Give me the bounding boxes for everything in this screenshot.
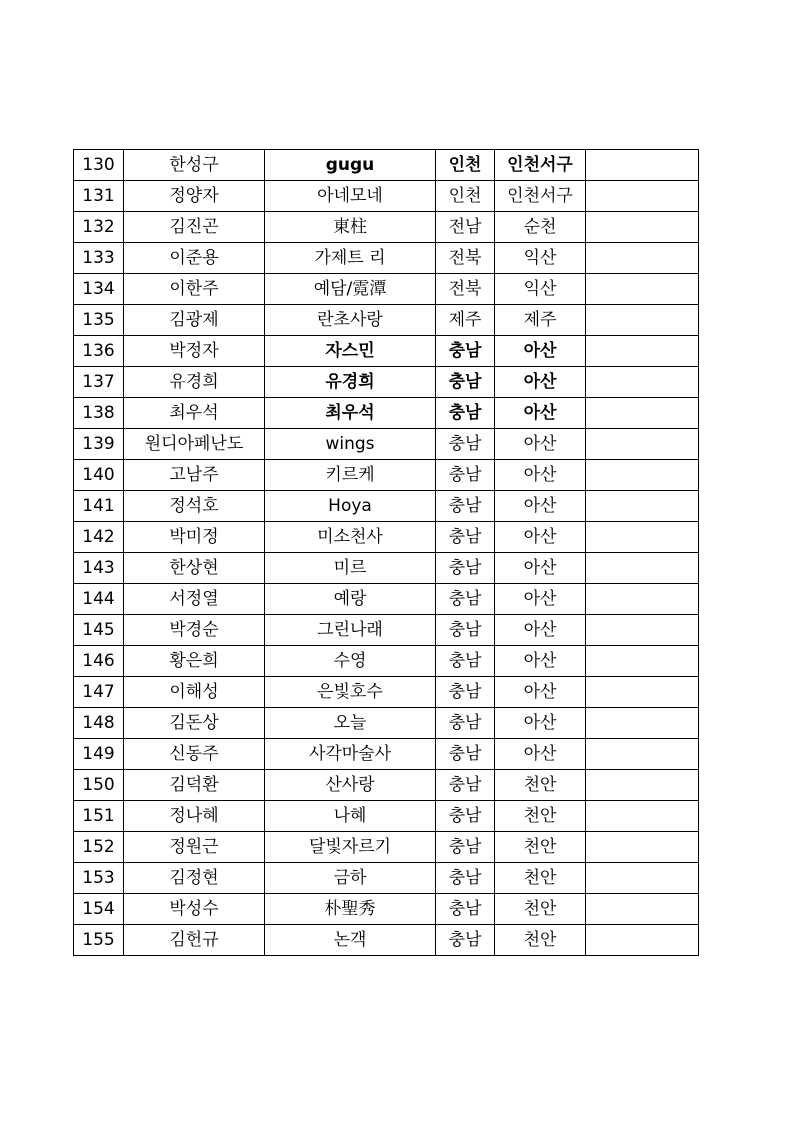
note-cell	[586, 832, 699, 863]
table-row	[74, 553, 699, 584]
row-number-cell: 151	[74, 801, 124, 832]
city-cell: 아산	[495, 429, 586, 460]
note-cell	[586, 181, 699, 212]
region-cell: 충남	[436, 894, 495, 925]
note-cell	[586, 615, 699, 646]
row-number-cell: 155	[74, 925, 124, 956]
name-cell: 정나혜	[124, 801, 265, 832]
city-cell: 인천서구	[495, 150, 586, 181]
nickname-cell: 란초사랑	[265, 305, 436, 336]
row-number-cell: 139	[74, 429, 124, 460]
city-cell: 아산	[495, 522, 586, 553]
table-row	[74, 460, 699, 491]
nickname-cell: 예랑	[265, 584, 436, 615]
region-cell: 충남	[436, 739, 495, 770]
city-cell: 천안	[495, 832, 586, 863]
region-cell: 충남	[436, 398, 495, 429]
name-cell: 정양자	[124, 181, 265, 212]
note-cell	[586, 460, 699, 491]
row-number-cell: 142	[74, 522, 124, 553]
nickname-cell: 은빛호수	[265, 677, 436, 708]
region-cell: 충남	[436, 646, 495, 677]
note-cell	[586, 770, 699, 801]
nickname-cell: wings	[265, 429, 436, 460]
table-row	[74, 305, 699, 336]
city-cell: 아산	[495, 553, 586, 584]
name-cell: 박미정	[124, 522, 265, 553]
table-row	[74, 708, 699, 739]
table-row	[74, 150, 699, 181]
city-cell: 천안	[495, 925, 586, 956]
note-cell	[586, 305, 699, 336]
region-cell: 인천	[436, 181, 495, 212]
nickname-cell: 나혜	[265, 801, 436, 832]
city-cell: 익산	[495, 243, 586, 274]
table-row	[74, 181, 699, 212]
name-cell: 김정현	[124, 863, 265, 894]
nickname-cell: 사각마술사	[265, 739, 436, 770]
name-cell: 이준용	[124, 243, 265, 274]
note-cell	[586, 646, 699, 677]
table-row	[74, 770, 699, 801]
row-number-cell: 140	[74, 460, 124, 491]
nickname-cell: 논객	[265, 925, 436, 956]
city-cell: 아산	[495, 367, 586, 398]
nickname-cell: 예담/霓潭	[265, 274, 436, 305]
city-cell: 천안	[495, 801, 586, 832]
name-cell: 김진곤	[124, 212, 265, 243]
region-cell: 충남	[436, 770, 495, 801]
note-cell	[586, 894, 699, 925]
row-number-cell: 154	[74, 894, 124, 925]
row-number-cell: 143	[74, 553, 124, 584]
nickname-cell: 오늘	[265, 708, 436, 739]
name-cell: 최우석	[124, 398, 265, 429]
name-cell: 김헌규	[124, 925, 265, 956]
table-row	[74, 429, 699, 460]
table-row	[74, 584, 699, 615]
region-cell: 충남	[436, 460, 495, 491]
region-cell: 제주	[436, 305, 495, 336]
row-number-cell: 153	[74, 863, 124, 894]
name-cell: 박성수	[124, 894, 265, 925]
name-cell: 정원근	[124, 832, 265, 863]
table-row	[74, 398, 699, 429]
nickname-cell: 가제트 리	[265, 243, 436, 274]
name-cell: 서정열	[124, 584, 265, 615]
table-row	[74, 894, 699, 925]
note-cell	[586, 584, 699, 615]
table-row	[74, 522, 699, 553]
name-cell: 유경희	[124, 367, 265, 398]
name-cell: 김덕환	[124, 770, 265, 801]
region-cell: 전북	[436, 243, 495, 274]
member-table	[73, 149, 699, 956]
row-number-cell: 152	[74, 832, 124, 863]
note-cell	[586, 491, 699, 522]
city-cell: 천안	[495, 770, 586, 801]
row-number-cell: 138	[74, 398, 124, 429]
region-cell: 충남	[436, 553, 495, 584]
note-cell	[586, 243, 699, 274]
row-number-cell: 141	[74, 491, 124, 522]
name-cell: 신동주	[124, 739, 265, 770]
name-cell: 황은희	[124, 646, 265, 677]
row-number-cell: 150	[74, 770, 124, 801]
row-number-cell: 130	[74, 150, 124, 181]
note-cell	[586, 677, 699, 708]
table-row	[74, 367, 699, 398]
region-cell: 충남	[436, 522, 495, 553]
region-cell: 충남	[436, 863, 495, 894]
note-cell	[586, 863, 699, 894]
name-cell: 박경순	[124, 615, 265, 646]
city-cell: 아산	[495, 708, 586, 739]
nickname-cell: 유경희	[265, 367, 436, 398]
region-cell: 충남	[436, 801, 495, 832]
nickname-cell: 미르	[265, 553, 436, 584]
row-number-cell: 137	[74, 367, 124, 398]
city-cell: 익산	[495, 274, 586, 305]
note-cell	[586, 398, 699, 429]
row-number-cell: 134	[74, 274, 124, 305]
region-cell: 충남	[436, 832, 495, 863]
region-cell: 충남	[436, 708, 495, 739]
city-cell: 순천	[495, 212, 586, 243]
nickname-cell: 수영	[265, 646, 436, 677]
table-row	[74, 336, 699, 367]
member-table-body	[74, 150, 699, 956]
name-cell: 한성구	[124, 150, 265, 181]
table-row	[74, 925, 699, 956]
name-cell: 이한주	[124, 274, 265, 305]
region-cell: 전북	[436, 274, 495, 305]
city-cell: 아산	[495, 398, 586, 429]
note-cell	[586, 925, 699, 956]
nickname-cell: Hoya	[265, 491, 436, 522]
row-number-cell: 146	[74, 646, 124, 677]
region-cell: 충남	[436, 677, 495, 708]
city-cell: 아산	[495, 491, 586, 522]
city-cell: 아산	[495, 739, 586, 770]
name-cell: 이해성	[124, 677, 265, 708]
note-cell	[586, 708, 699, 739]
note-cell	[586, 739, 699, 770]
table-row	[74, 243, 699, 274]
nickname-cell: 東柱	[265, 212, 436, 243]
table-row	[74, 615, 699, 646]
region-cell: 충남	[436, 336, 495, 367]
table-row	[74, 739, 699, 770]
city-cell: 아산	[495, 584, 586, 615]
city-cell: 제주	[495, 305, 586, 336]
nickname-cell: 달빛자르기	[265, 832, 436, 863]
note-cell	[586, 150, 699, 181]
row-number-cell: 149	[74, 739, 124, 770]
nickname-cell: 자스민	[265, 336, 436, 367]
table-row	[74, 832, 699, 863]
name-cell: 한상현	[124, 553, 265, 584]
row-number-cell: 132	[74, 212, 124, 243]
note-cell	[586, 553, 699, 584]
note-cell	[586, 367, 699, 398]
nickname-cell: gugu	[265, 150, 436, 181]
region-cell: 인천	[436, 150, 495, 181]
nickname-cell: 아네모네	[265, 181, 436, 212]
city-cell: 아산	[495, 460, 586, 491]
nickname-cell: 키르케	[265, 460, 436, 491]
city-cell: 아산	[495, 615, 586, 646]
name-cell: 박정자	[124, 336, 265, 367]
row-number-cell: 136	[74, 336, 124, 367]
region-cell: 충남	[436, 491, 495, 522]
nickname-cell: 최우석	[265, 398, 436, 429]
nickname-cell: 산사랑	[265, 770, 436, 801]
row-number-cell: 148	[74, 708, 124, 739]
table-row	[74, 212, 699, 243]
row-number-cell: 144	[74, 584, 124, 615]
nickname-cell: 금하	[265, 863, 436, 894]
region-cell: 충남	[436, 429, 495, 460]
name-cell: 정석호	[124, 491, 265, 522]
nickname-cell: 그린나래	[265, 615, 436, 646]
row-number-cell: 145	[74, 615, 124, 646]
region-cell: 전남	[436, 212, 495, 243]
table-row	[74, 274, 699, 305]
name-cell: 고남주	[124, 460, 265, 491]
city-cell: 아산	[495, 336, 586, 367]
region-cell: 충남	[436, 584, 495, 615]
region-cell: 충남	[436, 925, 495, 956]
nickname-cell: 朴聖秀	[265, 894, 436, 925]
note-cell	[586, 336, 699, 367]
row-number-cell: 131	[74, 181, 124, 212]
note-cell	[586, 429, 699, 460]
name-cell: 김돈상	[124, 708, 265, 739]
city-cell: 아산	[495, 646, 586, 677]
row-number-cell: 135	[74, 305, 124, 336]
name-cell: 김광제	[124, 305, 265, 336]
region-cell: 충남	[436, 615, 495, 646]
note-cell	[586, 801, 699, 832]
city-cell: 인천서구	[495, 181, 586, 212]
table-row	[74, 646, 699, 677]
name-cell: 원디아페난도	[124, 429, 265, 460]
region-cell: 충남	[436, 367, 495, 398]
nickname-cell: 미소천사	[265, 522, 436, 553]
city-cell: 천안	[495, 863, 586, 894]
note-cell	[586, 522, 699, 553]
table-row	[74, 801, 699, 832]
row-number-cell: 133	[74, 243, 124, 274]
row-number-cell: 147	[74, 677, 124, 708]
table-row	[74, 491, 699, 522]
table-row	[74, 863, 699, 894]
table-row	[74, 677, 699, 708]
note-cell	[586, 274, 699, 305]
note-cell	[586, 212, 699, 243]
city-cell: 천안	[495, 894, 586, 925]
city-cell: 아산	[495, 677, 586, 708]
